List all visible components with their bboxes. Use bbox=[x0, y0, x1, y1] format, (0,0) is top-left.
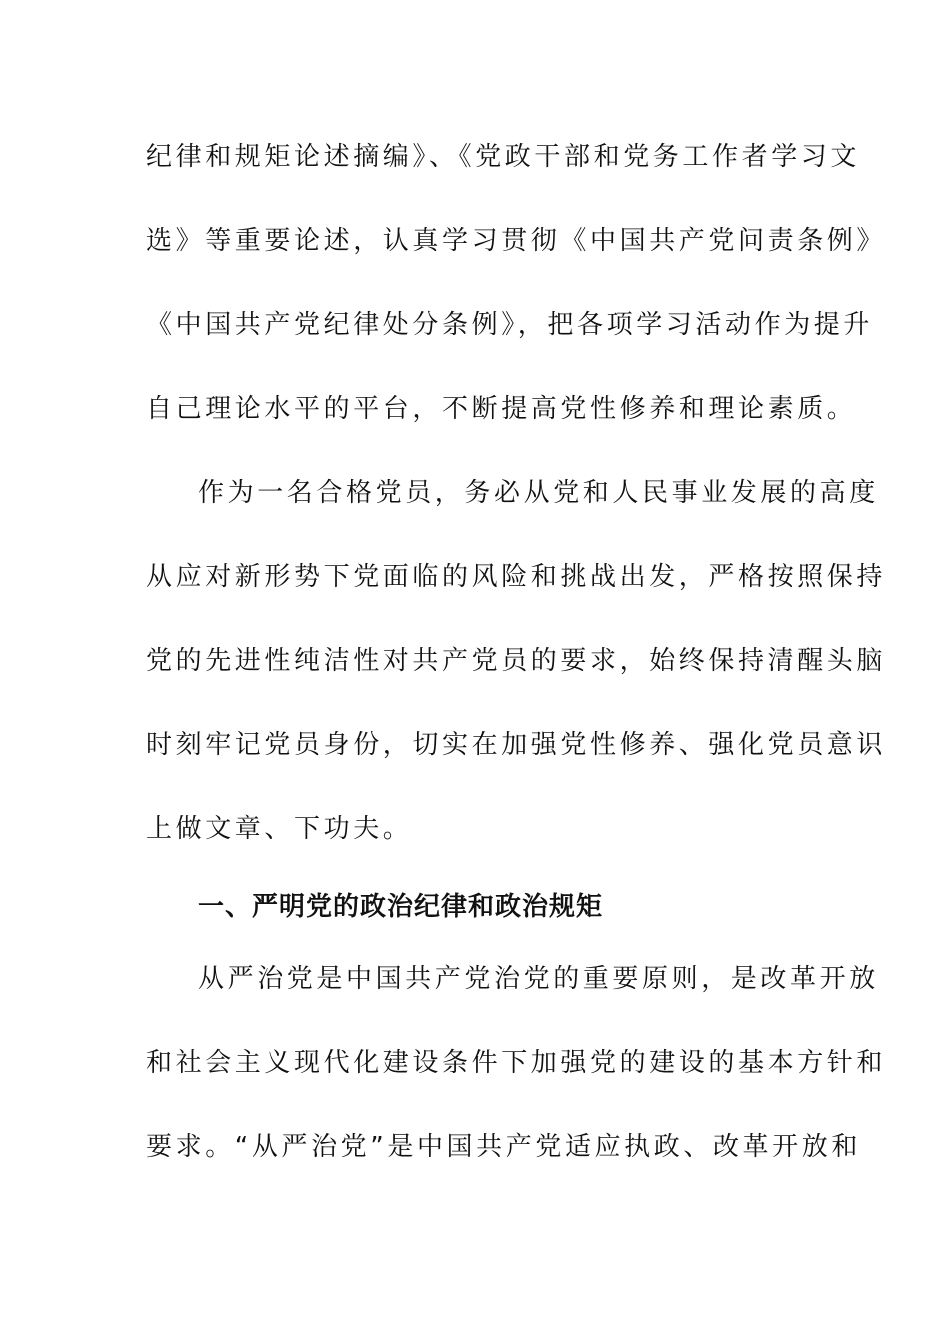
text-line: 和社会主义现代化建设条件下加强党的建设的基本方针和 bbox=[146, 1048, 887, 1078]
section-heading: 一、严明党的政治纪律和政治规矩 bbox=[198, 892, 604, 922]
text-line: 从应对新形势下党面临的风险和挑战出发，严格按照保持 bbox=[146, 562, 887, 592]
text-line: 要求。“从严治党”是中国共产党适应执政、改革开放和 bbox=[146, 1132, 861, 1162]
text-line: 纪律和规矩论述摘编》、《党政干部和党务工作者学习文 bbox=[146, 142, 861, 172]
text-line: 党的先进性纯洁性对共产党员的要求，始终保持清醒头脑 bbox=[146, 646, 887, 676]
text-line: 时刻牢记党员身份，切实在加强党性修养、强化党员意识 bbox=[146, 730, 887, 760]
text-line: 从严治党是中国共产党治党的重要原则，是改革开放 bbox=[198, 964, 879, 994]
text-line: 自己理论水平的平台，不断提高党性修养和理论素质。 bbox=[146, 394, 857, 424]
text-line: 上做文章、下功夫。 bbox=[146, 814, 413, 844]
text-line: 《中国共产党纪律处分条例》，把各项学习活动作为提升 bbox=[146, 310, 874, 340]
text-line: 选》等重要论述，认真学习贯彻《中国共产党问责条例》 bbox=[146, 226, 887, 256]
text-line: 作为一名合格党员，务必从党和人民事业发展的高度 bbox=[198, 478, 879, 508]
